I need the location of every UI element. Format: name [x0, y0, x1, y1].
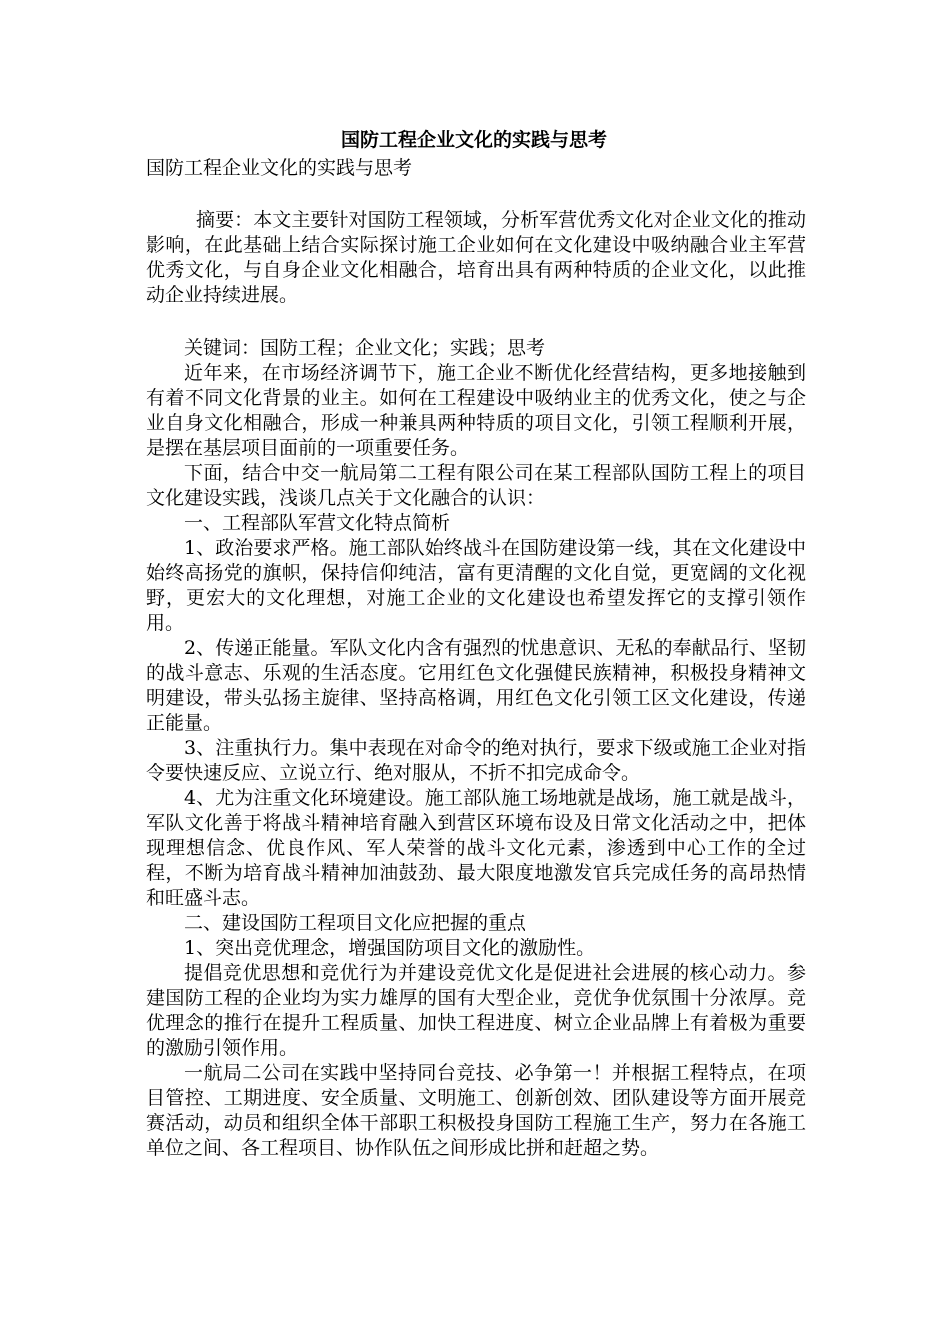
spacer	[146, 182, 806, 208]
section-heading: 一、工程部队军营文化特点简析	[184, 512, 451, 534]
spacer	[146, 308, 806, 336]
document-title: 国防工程企业文化的实践与思考	[340, 129, 607, 151]
body-paragraph: 提倡竞优思想和竞优行为并建设竞优文化是促进社会进展的核心动力。参建国防工程的企业均为实力雄厚的国有大型企业，竞优争优氛围十分浓厚。竞优理念的推行在提升工程质量、加快工程进度、树立企业品牌上有着极为重要的激励引领作用。	[146, 962, 806, 1059]
body-paragraph: 4、尤为注重文化环境建设。施工部队施工场地就是战场，施工就是战斗，军队文化善于将战斗精神培育融入到营区环境布设及日常文化活动之中，把体现理想信念、优良作风、军人荣誉的战斗文化元素，渗透到中心工作的全过程，不断为培育战斗精神加油鼓劲、最大限度地激发官兵完成任务的高昂热情和旺盛斗志。	[146, 787, 806, 909]
body-paragraph: 下面，结合中交一航局第二工程有限公司在某工程部队国防工程上的项目文化建设实践，浅谈几点关于文化融合的认识：	[146, 462, 806, 509]
body-paragraph: 3、注重执行力。集中表现在对命令的绝对执行，要求下级或施工企业对指令要快速反应、立说立行、绝对服从，不折不扣完成命令。	[146, 737, 806, 784]
body-paragraph: 1、政治要求严格。施工部队始终战斗在国防建设第一线，其在文化建设中始终高扬党的旗帜，保持信仰纯洁，富有更清醒的文化自觉，更宽阔的文化视野，更宏大的文化理想，对施工企业的文化建设也希望发挥它的支撑引领作用。	[146, 537, 806, 634]
section-heading: 二、建设国防工程项目文化应把握的重点	[184, 912, 527, 934]
document-subtitle: 国防工程企业文化的实践与思考	[146, 157, 413, 179]
body-paragraph: 近年来，在市场经济调节下，施工企业不断优化经营结构，更多地接触到有着不同文化背景的业主。如何在工程建设中吸纳业主的优秀文化，使之与企业自身文化相融合，形成一种兼具两种特质的项目文化，引领工程顺利开展，是摆在基层项目面前的一项重要任务。	[146, 362, 806, 459]
keywords-paragraph: 关键词：国防工程；企业文化；实践；思考	[184, 337, 546, 359]
body-paragraph: 一航局二公司在实践中坚持同台竞技、必争第一！并根据工程特点，在项目管控、工期进度、安全质量、文明施工、创新创效、团队建设等方面开展竞赛活动，动员和组织全体干部职工积极投身国防工程施工生产，努力在各施工单位之间、各工程项目、协作队伍之间形成比拼和赶超之势。	[146, 1062, 806, 1159]
subsection-heading: 1、突出竞优理念，增强国防项目文化的激励性。	[184, 937, 596, 959]
abstract-paragraph: 摘要：本文主要针对国防工程领域，分析军营优秀文化对企业文化的推动影响，在此基础上结合实际探讨施工企业如何在文化建设中吸纳融合业主军营优秀文化，与自身企业文化相融合，培育出具有两种特质的企业文化，以此推动企业持续进展。	[146, 209, 806, 306]
body-paragraph: 2、传递正能量。军队文化内含有强烈的忧患意识、无私的奉献品行、坚韧的战斗意志、乐观的生活态度。它用红色文化强健民族精神，积极投身精神文明建设，带头弘扬主旋律、坚持高格调，用红色文化引领工区文化建设，传递正能量。	[146, 637, 806, 734]
document-page	[146, 126, 806, 1161]
